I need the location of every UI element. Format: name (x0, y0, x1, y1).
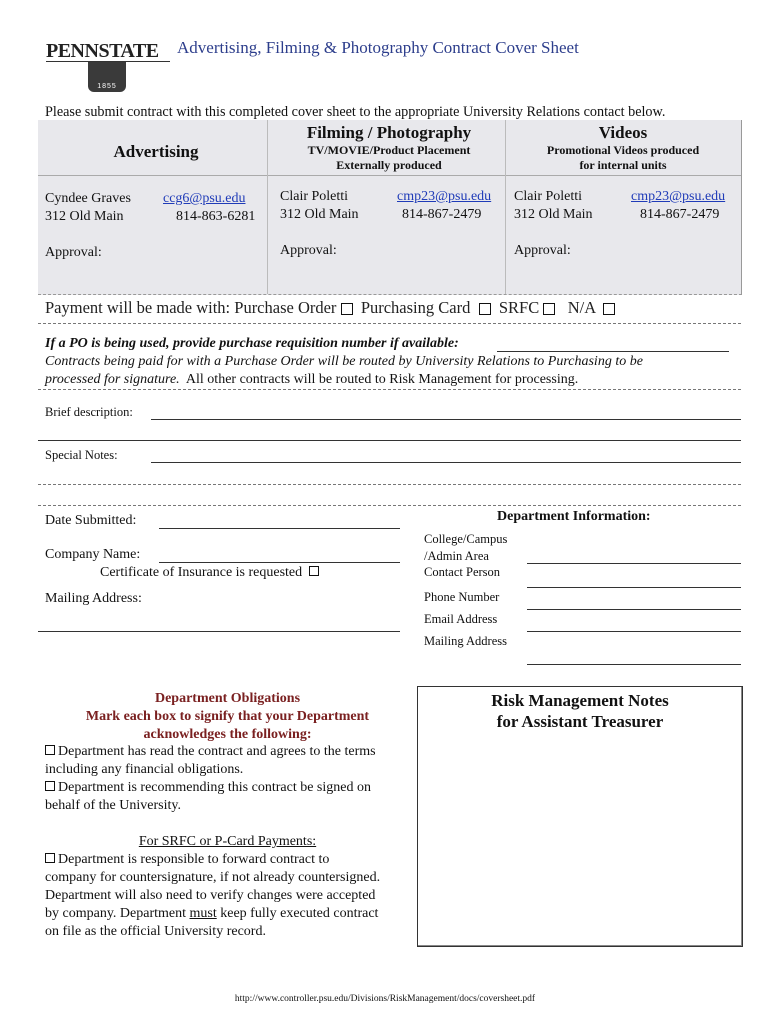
logo-wordmark: PENNSTATE (46, 40, 159, 62)
date-submitted-field[interactable] (159, 528, 400, 529)
filming-heading: Filming / Photography (306, 123, 472, 142)
videos-subheading-1: Promotional Videos produced (546, 143, 700, 157)
po-routing-note-line2 (45, 372, 578, 388)
phone-number-field[interactable] (527, 609, 741, 610)
college-campus-label-line1: College/Campus (424, 532, 508, 546)
advertising-approval-label: Approval: (45, 245, 102, 260)
obligation-line4-c: keep fully executed contract (220, 906, 379, 921)
obligation-terms-checkbox[interactable] (45, 745, 55, 755)
obligations-heading-line2: Mark each box to signify that your Department (85, 709, 370, 724)
srfc-pcard-heading (45, 833, 410, 851)
payment-row (45, 298, 615, 318)
obligation-countersign-line4 (45, 905, 415, 923)
filming-subheading-2: Externally produced (336, 158, 442, 172)
obligation-recommend-text: Department is recommending this contract be signed on (58, 780, 371, 795)
risk-management-notes-box[interactable] (417, 686, 743, 947)
obligations-heading-line3: acknowledges the following: (143, 727, 312, 742)
advertising-heading: Advertising (113, 142, 199, 161)
email-address-field[interactable] (527, 631, 741, 632)
obligation-countersign-checkbox[interactable] (45, 853, 55, 863)
special-notes-label: Special Notes: (45, 448, 118, 462)
obligation-countersign-line2: company for countersignature, if not already countersigned. (45, 870, 381, 885)
videos-heading: Videos (598, 123, 648, 142)
company-mailing-address-label: Mailing Address: (45, 591, 142, 606)
company-name-field[interactable] (159, 562, 400, 563)
advertising-email-link[interactable]: ccg6@psu.edu (163, 191, 246, 206)
risk-management-heading-line1: Risk Management Notes (491, 691, 669, 710)
brief-description-label: Brief description: (45, 405, 133, 419)
videos-contact-name: Clair Poletti (514, 189, 583, 204)
brief-description-field-line2[interactable] (38, 440, 741, 441)
obligation-recommend-text-cont: behalf of the University. (45, 798, 181, 813)
srfc-checkbox[interactable] (543, 303, 555, 315)
college-campus-field[interactable] (527, 563, 741, 564)
risk-management-heading (418, 690, 742, 732)
obligation-item-recommend (45, 779, 415, 797)
department-mailing-address-label: Mailing Address (424, 634, 507, 648)
phone-number-label: Phone Number (424, 590, 500, 604)
payment-option-purchase-order: Purchase Order (234, 298, 337, 317)
footer-url[interactable]: http://www.controller.psu.edu/Divisions/RiskManagement/docs/coversheet.pdf (234, 994, 536, 1004)
email-address-label: Email Address (424, 612, 498, 626)
date-submitted-label: Date Submitted: (45, 513, 137, 528)
contact-person-label: Contact Person (424, 565, 501, 579)
payment-option-na: N/A (567, 298, 596, 317)
obligation-terms-text: Department has read the contract and agrees to the terms (58, 744, 376, 759)
special-notes-divider (38, 484, 741, 485)
obligation-terms-text-cont: including any financial obligations. (45, 762, 244, 777)
obligation-countersign-line5: on file as the official University record. (45, 924, 266, 939)
department-mailing-address-field[interactable] (527, 664, 741, 665)
payment-divider (38, 323, 741, 324)
purchasing-card-checkbox[interactable] (479, 303, 491, 315)
nittany-lion-shield-icon (88, 62, 126, 92)
purchase-order-checkbox[interactable] (341, 303, 353, 315)
videos-email-link[interactable]: cmp23@psu.edu (631, 189, 726, 204)
videos-contact-address: 312 Old Main (514, 207, 593, 222)
po-routing-note-line1: Contracts being paid for with a Purchase Order will be routed by University Relations to Purchasing to be (45, 354, 643, 369)
certificate-of-insurance-row (100, 565, 322, 581)
company-name-label: Company Name: (45, 547, 141, 562)
videos-approval-label: Approval: (514, 243, 571, 258)
payment-option-srfc: SRFC (498, 298, 540, 317)
po-requisition-prompt: If a PO is being used, provide purchase requisition number if available: (45, 336, 459, 351)
brief-description-field[interactable] (151, 419, 741, 420)
advertising-contact-address: 312 Old Main (45, 209, 124, 224)
penn-state-logo (44, 36, 172, 94)
obligation-item-terms (45, 743, 415, 761)
po-requisition-number-field[interactable] (497, 351, 729, 352)
obligations-heading-line1: Department Obligations (154, 691, 301, 706)
obligation-recommend-checkbox[interactable] (45, 781, 55, 791)
filming-email-link[interactable]: cmp23@psu.edu (397, 189, 492, 204)
videos-subheading-2: for internal units (579, 158, 667, 172)
logo-year: 1855 (97, 83, 117, 90)
obligation-item-countersign (45, 851, 415, 869)
special-notes-field[interactable] (151, 462, 741, 463)
srfc-pcard-heading-text: For SRFC or P-Card Payments: (138, 834, 317, 849)
advertising-phone: 814-863-6281 (176, 209, 256, 224)
intro-text: Please submit contract with this completed cover sheet to the appropriate University Relations contact below. (45, 104, 666, 120)
po-note-divider (38, 389, 741, 390)
college-campus-label-line2: /Admin Area (424, 549, 489, 563)
obligation-countersign-text: Department is responsible to forward contract to (58, 852, 330, 867)
section-divider (38, 505, 741, 506)
na-checkbox[interactable] (603, 303, 615, 315)
risk-routing-note: All other contracts will be routed to Risk Management for processing. (185, 372, 579, 387)
contacts-header-separator (38, 175, 741, 176)
filming-approval-label: Approval: (280, 243, 337, 258)
contact-person-field[interactable] (527, 587, 741, 588)
department-information-heading: Department Information: (497, 509, 651, 524)
videos-phone: 814-867-2479 (640, 207, 720, 222)
risk-management-heading-line2: for Assistant Treasurer (496, 712, 664, 731)
filming-subheading-1: TV/MOVIE/Product Placement (307, 143, 471, 157)
payment-label: Payment will be made with: (45, 298, 231, 317)
obligations-heading (45, 690, 410, 744)
payment-option-purchasing-card: Purchasing Card (360, 298, 471, 317)
obligations-list (45, 743, 415, 941)
obligation-line4-a: by company. Department (45, 906, 186, 921)
page-title: Advertising, Filming & Photography Contract Cover Sheet (177, 38, 579, 57)
po-routing-note-italic: processed for signature. (45, 372, 180, 387)
filming-contact-address: 312 Old Main (280, 207, 359, 222)
certificate-of-insurance-label: Certificate of Insurance is requested (100, 565, 303, 580)
filming-phone: 814-867-2479 (402, 207, 482, 222)
certificate-of-insurance-checkbox[interactable] (309, 566, 319, 576)
college-campus-label (424, 531, 507, 565)
obligation-countersign-line3: Department will also need to verify changes were accepted (45, 888, 376, 903)
company-mailing-address-field[interactable] (38, 631, 400, 632)
obligation-line4-must: must (189, 906, 217, 921)
advertising-contact-name: Cyndee Graves (45, 191, 131, 206)
filming-contact-name: Clair Poletti (280, 189, 349, 204)
